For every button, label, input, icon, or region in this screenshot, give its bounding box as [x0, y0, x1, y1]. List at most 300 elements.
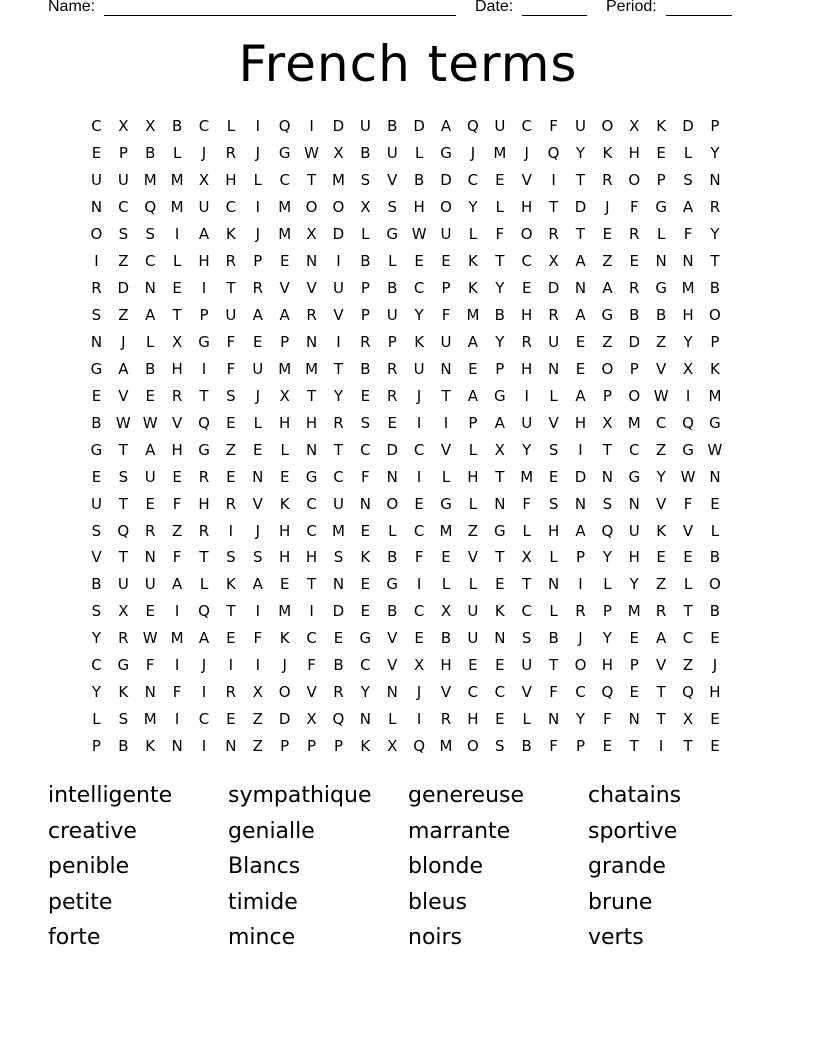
- grid-letter: B: [629, 306, 640, 325]
- grid-letter: U: [90, 494, 102, 513]
- grid-letter: F: [522, 494, 532, 513]
- grid-letter: X: [171, 332, 183, 351]
- word-bank-item: Blancs: [228, 854, 301, 879]
- grid-letter: U: [521, 656, 533, 675]
- grid-letter: Z: [118, 306, 129, 325]
- grid-letter: A: [171, 575, 183, 594]
- grid-letter: I: [416, 575, 422, 594]
- grid-letter: G: [198, 332, 210, 351]
- grid-letter: M: [331, 171, 345, 190]
- grid-letter: X: [521, 548, 532, 567]
- grid-letter: F: [226, 332, 236, 351]
- grid-letter: P: [91, 737, 101, 756]
- grid-letter: H: [628, 144, 640, 163]
- grid-letter: N: [305, 252, 318, 271]
- grid-letter: L: [468, 575, 478, 594]
- grid-letter: H: [682, 306, 694, 325]
- grid-letter: E: [656, 548, 666, 567]
- grid-letter: B: [91, 575, 102, 594]
- grid-letter: L: [441, 575, 451, 594]
- grid-letter: F: [629, 198, 639, 217]
- grid-letter: P: [253, 252, 263, 271]
- grid-letter: P: [199, 306, 209, 325]
- grid-letter: N: [628, 494, 640, 513]
- grid-letter: U: [332, 494, 344, 513]
- grid-letter: B: [145, 144, 156, 163]
- grid-letter: R: [333, 683, 344, 702]
- grid-letter: U: [548, 332, 560, 351]
- grid-letter: D: [117, 279, 130, 298]
- grid-letter: X: [118, 602, 129, 621]
- grid-letter: U: [117, 575, 129, 594]
- grid-letter: N: [225, 737, 237, 756]
- grid-letter: Y: [522, 440, 532, 459]
- grid-letter: N: [547, 710, 560, 729]
- grid-letter: Q: [601, 521, 614, 540]
- grid-letter: E: [145, 494, 155, 513]
- grid-letter: C: [91, 656, 102, 675]
- grid-letter: V: [656, 359, 667, 378]
- grid-letter: J: [712, 656, 718, 675]
- grid-letter: B: [360, 359, 371, 378]
- grid-letter: S: [118, 467, 129, 486]
- grid-letter: H: [413, 198, 425, 217]
- grid-letter: C: [413, 521, 425, 540]
- grid-letter: A: [252, 575, 263, 594]
- grid-letter: B: [91, 413, 102, 432]
- grid-letter: R: [709, 198, 721, 217]
- grid-letter: N: [386, 683, 398, 702]
- grid-letter: I: [416, 467, 422, 486]
- grid-letter: A: [494, 413, 505, 432]
- grid-letter: Q: [117, 521, 130, 540]
- grid-letter: E: [548, 467, 559, 486]
- grid-letter: A: [602, 279, 613, 298]
- grid-letter: T: [549, 198, 559, 217]
- grid-letter: F: [549, 683, 558, 702]
- grid-letter: Z: [467, 521, 479, 540]
- grid-letter: A: [682, 198, 694, 217]
- grid-letter: O: [278, 683, 291, 702]
- grid-letter: L: [549, 602, 558, 621]
- grid-letter: T: [522, 575, 532, 594]
- grid-letter: J: [578, 629, 583, 648]
- grid-letter: E: [253, 440, 263, 459]
- grid-letter: P: [118, 144, 128, 163]
- grid-letter: N: [359, 710, 371, 729]
- grid-letter: C: [144, 252, 156, 271]
- grid-letter: O: [709, 575, 721, 594]
- grid-letter: R: [225, 144, 237, 163]
- grid-letter: M: [143, 710, 157, 729]
- grid-letter: P: [629, 359, 639, 378]
- grid-letter: R: [145, 521, 156, 540]
- grid-letter: L: [172, 144, 182, 163]
- grid-letter: B: [387, 602, 398, 621]
- grid-letter: S: [118, 710, 129, 729]
- grid-letter: V: [656, 656, 667, 675]
- grid-letter: X: [682, 359, 694, 378]
- grid-letter: U: [628, 521, 640, 540]
- grid-letter: T: [683, 602, 693, 621]
- grid-letter: J: [121, 332, 126, 351]
- grid-letter: K: [360, 737, 371, 756]
- grid-letter: B: [709, 548, 721, 567]
- grid-letter: F: [172, 548, 182, 567]
- grid-letter: U: [521, 413, 533, 432]
- grid-letter: D: [440, 171, 452, 190]
- grid-letter: B: [387, 117, 398, 136]
- grid-letter: R: [387, 359, 398, 378]
- grid-letter: B: [360, 252, 371, 271]
- grid-letter: R: [360, 332, 371, 351]
- grid-letter: N: [628, 710, 640, 729]
- grid-letter: N: [709, 171, 721, 190]
- grid-letter: F: [549, 737, 558, 756]
- grid-letter: P: [307, 737, 317, 756]
- grid-letter: X: [548, 252, 559, 271]
- grid-letter: G: [305, 467, 318, 486]
- grid-letter: M: [466, 306, 480, 325]
- grid-letter: K: [225, 575, 236, 594]
- grid-letter: D: [332, 602, 345, 621]
- grid-letter: Q: [601, 683, 614, 702]
- grid-letter: M: [627, 602, 641, 621]
- grid-letter: K: [602, 144, 613, 163]
- grid-letter: S: [548, 494, 559, 513]
- grid-letter: E: [360, 575, 371, 594]
- grid-letter: F: [683, 225, 693, 244]
- grid-letter: J: [255, 225, 260, 244]
- grid-letter: I: [551, 171, 556, 190]
- word-bank-item: creative: [48, 818, 137, 844]
- grid-letter: H: [225, 171, 237, 190]
- grid-letter: A: [575, 306, 586, 325]
- grid-letter: E: [226, 710, 236, 729]
- grid-letter: T: [199, 548, 209, 567]
- grid-letter: P: [280, 332, 290, 351]
- grid-letter: L: [253, 171, 262, 190]
- grid-letter: U: [144, 575, 156, 594]
- grid-letter: X: [682, 710, 694, 729]
- grid-letter: Y: [91, 683, 102, 702]
- grid-letter: V: [118, 386, 129, 405]
- grid-letter: J: [255, 521, 260, 540]
- grid-letter: F: [441, 306, 451, 325]
- grid-letter: G: [628, 467, 641, 486]
- grid-letter: S: [360, 413, 371, 432]
- grid-letter: V: [252, 494, 263, 513]
- grid-letter: V: [306, 683, 317, 702]
- grid-letter: Y: [710, 144, 720, 163]
- grid-letter: F: [683, 494, 693, 513]
- grid-letter: H: [547, 521, 560, 540]
- grid-letter: P: [333, 737, 343, 756]
- word-bank-item: mince: [228, 925, 296, 950]
- grid-letter: U: [574, 117, 586, 136]
- grid-letter: M: [627, 413, 641, 432]
- grid-letter: E: [629, 683, 639, 702]
- grid-letter: Y: [468, 198, 478, 217]
- grid-letter: L: [603, 575, 612, 594]
- grid-letter: Z: [225, 440, 237, 459]
- grid-letter: T: [629, 737, 639, 756]
- grid-letter: H: [628, 548, 640, 567]
- grid-letter: G: [601, 306, 614, 325]
- grid-letter: C: [306, 494, 317, 513]
- grid-letter: L: [388, 252, 397, 271]
- grid-letter: B: [145, 359, 156, 378]
- grid-letter: S: [91, 306, 102, 325]
- grid-letter: I: [201, 279, 207, 298]
- grid-letter: C: [333, 467, 344, 486]
- grid-letter: L: [468, 225, 478, 244]
- grid-letter: H: [279, 548, 291, 567]
- word-bank-item: grande: [588, 854, 666, 879]
- grid-letter: I: [174, 656, 180, 675]
- grid-letter: J: [524, 144, 529, 163]
- grid-letter: C: [629, 440, 640, 459]
- grid-letter: H: [279, 521, 291, 540]
- grid-letter: P: [602, 386, 612, 405]
- word-bank-item: genereuse: [408, 783, 525, 808]
- grid-letter: C: [198, 117, 210, 136]
- grid-letter: C: [682, 629, 694, 648]
- grid-letter: Y: [495, 332, 505, 351]
- grid-letter: R: [548, 225, 559, 244]
- grid-letter: I: [416, 413, 422, 432]
- grid-letter: I: [174, 602, 180, 621]
- grid-letter: F: [307, 656, 316, 675]
- grid-letter: J: [470, 144, 476, 163]
- grid-letter: X: [494, 440, 505, 459]
- grid-letter: E: [226, 629, 236, 648]
- grid-letter: Q: [467, 117, 479, 136]
- grid-letter: G: [90, 359, 103, 378]
- grid-letter: I: [228, 521, 234, 540]
- grid-letter: L: [92, 710, 101, 729]
- grid-letter: Z: [682, 656, 694, 675]
- grid-letter: N: [332, 575, 345, 594]
- grid-letter: Z: [656, 332, 667, 351]
- grid-letter: G: [655, 279, 667, 298]
- grid-letter: S: [602, 494, 613, 513]
- grid-letter: N: [386, 467, 398, 486]
- grid-letter: E: [414, 252, 424, 271]
- word-bank-item: sportive: [588, 818, 678, 844]
- grid-letter: T: [441, 386, 451, 405]
- grid-letter: M: [331, 521, 345, 540]
- date-blank: [522, 15, 587, 16]
- grid-letter: Q: [682, 683, 694, 702]
- grid-letter: Z: [656, 575, 667, 594]
- grid-letter: T: [656, 683, 666, 702]
- grid-letter: B: [709, 279, 721, 298]
- grid-letter: R: [306, 306, 317, 325]
- grid-letter: B: [171, 117, 183, 136]
- grid-letter: Y: [575, 144, 586, 163]
- grid-letter: P: [575, 737, 585, 756]
- grid-letter: X: [360, 198, 371, 217]
- word-bank-item: chatains: [588, 783, 682, 808]
- grid-letter: C: [521, 252, 532, 271]
- grid-letter: E: [602, 737, 613, 756]
- grid-letter: T: [495, 467, 505, 486]
- grid-letter: N: [547, 575, 560, 594]
- grid-letter: E: [629, 252, 639, 271]
- grid-letter: I: [443, 413, 449, 432]
- name-label: Name:: [48, 0, 96, 15]
- grid-letter: U: [359, 117, 371, 136]
- grid-letter: A: [575, 252, 586, 271]
- grid-letter: G: [198, 440, 210, 459]
- name-blank: [104, 15, 456, 16]
- grid-letter: V: [91, 548, 102, 567]
- grid-letter: G: [359, 629, 372, 648]
- grid-letter: T: [710, 252, 720, 271]
- grid-letter: Q: [547, 144, 560, 163]
- grid-letter: H: [467, 467, 479, 486]
- grid-letter: M: [143, 171, 157, 190]
- word-bank: [48, 778, 768, 956]
- grid-letter: W: [707, 440, 723, 459]
- grid-letter: S: [495, 737, 505, 756]
- word-bank-item: brune: [588, 889, 653, 915]
- grid-letter: M: [170, 171, 184, 190]
- grid-letter: K: [656, 117, 667, 136]
- grid-letter: J: [282, 656, 287, 675]
- grid-letter: C: [467, 171, 479, 190]
- grid-letter: S: [683, 171, 693, 190]
- grid-letter: T: [656, 710, 666, 729]
- grid-letter: P: [710, 332, 720, 351]
- grid-letter: A: [145, 440, 156, 459]
- grid-letter: S: [226, 386, 236, 405]
- grid-letter: V: [279, 279, 290, 298]
- grid-letter: K: [467, 279, 478, 298]
- grid-letter: K: [494, 602, 505, 621]
- grid-letter: H: [467, 710, 479, 729]
- grid-letter: U: [386, 306, 398, 325]
- grid-letter: E: [360, 602, 371, 621]
- grid-letter: Y: [602, 548, 612, 567]
- grid-letter: S: [118, 225, 129, 244]
- grid-letter: C: [467, 683, 479, 702]
- grid-letter: D: [574, 198, 587, 217]
- grid-letter: Y: [683, 332, 693, 351]
- grid-letter: R: [225, 252, 237, 271]
- grid-letter: X: [333, 144, 344, 163]
- grid-letter: U: [117, 171, 129, 190]
- grid-letter: P: [629, 656, 639, 675]
- grid-letter: O: [574, 656, 587, 675]
- grid-letter: B: [656, 306, 667, 325]
- grid-letter: Q: [413, 737, 426, 756]
- grid-letter: N: [682, 252, 694, 271]
- grid-letter: K: [279, 494, 290, 513]
- grid-letter: U: [413, 359, 425, 378]
- grid-letter: X: [145, 117, 156, 136]
- grid-letter: L: [280, 440, 289, 459]
- grid-letter: L: [388, 521, 397, 540]
- grid-letter: R: [575, 602, 586, 621]
- grid-letter: M: [520, 467, 534, 486]
- grid-letter: E: [91, 467, 102, 486]
- grid-letter: Y: [495, 279, 505, 298]
- grid-letter: Y: [360, 683, 370, 702]
- grid-letter: L: [549, 386, 558, 405]
- grid-letter: E: [710, 710, 720, 729]
- grid-letter: J: [416, 386, 422, 405]
- grid-letter: O: [628, 171, 641, 190]
- grid-letter: N: [144, 548, 156, 567]
- grid-letter: N: [574, 279, 587, 298]
- grid-letter: E: [575, 359, 586, 378]
- word-bank-item: verts: [588, 925, 644, 950]
- grid-letter: H: [305, 413, 318, 432]
- grid-letter: T: [118, 440, 128, 459]
- grid-letter: C: [521, 602, 532, 621]
- grid-letter: O: [386, 494, 399, 513]
- grid-letter: G: [117, 656, 130, 675]
- grid-letter: E: [602, 225, 613, 244]
- grid-letter: Y: [656, 467, 666, 486]
- grid-letter: P: [495, 359, 505, 378]
- grid-letter: T: [306, 575, 317, 594]
- grid-letter: L: [522, 521, 531, 540]
- grid-letter: Y: [91, 629, 102, 648]
- grid-letter: D: [682, 117, 694, 136]
- grid-letter: K: [225, 225, 236, 244]
- grid-letter: Z: [252, 710, 263, 729]
- grid-letter: S: [548, 440, 559, 459]
- grid-letter: E: [360, 521, 371, 540]
- grid-letter: I: [255, 602, 260, 621]
- grid-letter: S: [226, 548, 236, 567]
- grid-letter: S: [91, 521, 102, 540]
- grid-letter: X: [118, 117, 129, 136]
- grid-letter: L: [172, 252, 182, 271]
- grid-letter: U: [494, 117, 506, 136]
- grid-letter: A: [467, 386, 479, 405]
- grid-letter: T: [575, 225, 586, 244]
- grid-letter: D: [332, 117, 345, 136]
- grid-letter: S: [360, 171, 371, 190]
- grid-letter: A: [440, 117, 452, 136]
- grid-letter: X: [306, 225, 317, 244]
- grid-letter: X: [198, 171, 210, 190]
- grid-letter: V: [521, 171, 532, 190]
- grid-letter: S: [521, 629, 532, 648]
- grid-letter: G: [386, 575, 399, 594]
- grid-letter: L: [522, 710, 531, 729]
- grid-letter: N: [655, 252, 667, 271]
- grid-letter: X: [306, 710, 317, 729]
- grid-letter: R: [198, 467, 210, 486]
- grid-letter: E: [468, 656, 478, 675]
- grid-letter: C: [413, 440, 425, 459]
- grid-letter: A: [198, 225, 210, 244]
- grid-letter: M: [278, 359, 292, 378]
- grid-letter: R: [548, 306, 559, 325]
- grid-letter: P: [656, 171, 666, 190]
- grid-letter: F: [226, 359, 236, 378]
- grid-letter: R: [387, 386, 398, 405]
- grid-letter: E: [91, 144, 102, 163]
- grid-letter: M: [170, 198, 184, 217]
- grid-letter: P: [602, 602, 612, 621]
- grid-letter: H: [440, 656, 452, 675]
